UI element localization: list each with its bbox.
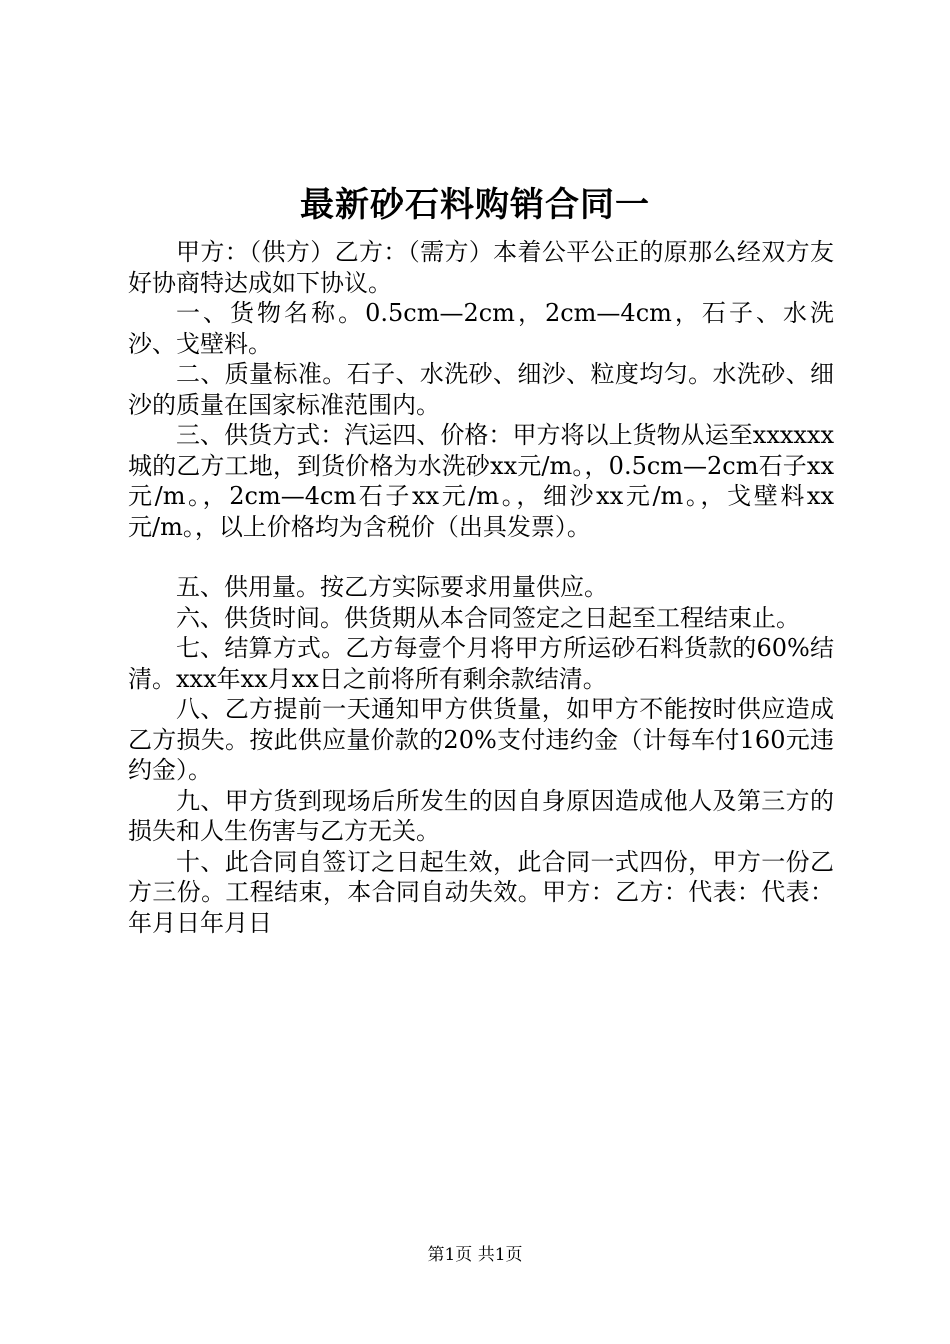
paragraph-quality-standard: 二、质量标准。石子、水洗砂、细沙、粒度均匀。水洗砂、细沙的质量在国家标准范围内。 bbox=[128, 360, 834, 419]
paragraph-liability: 九、甲方货到现场后所发生的因自身原因造成他人及第三方的损失和人生伤害与乙方无关。 bbox=[128, 786, 834, 845]
paragraph-effectiveness-signatures: 十、此合同自签订之日起生效，此合同一式四份，甲方一份乙方三份。工程结束，本合同自动失效。甲方：乙方：代表：代表：年月日年月日 bbox=[128, 847, 834, 937]
paragraph-supply-quantity: 五、供用量。按乙方实际要求用量供应。 bbox=[176, 573, 608, 601]
paragraph-penalty: 八、乙方提前一天通知甲方供货量，如甲方不能按时供应造成乙方损失。按此供应量价款的20%支付违约金（计每车付160元违约金）。 bbox=[128, 695, 834, 784]
paragraph-settlement: 七、结算方式。乙方每壹个月将甲方所运砂石料货款的60%结清。xxx年xx月xx日之前将所有剩余款结清。 bbox=[128, 634, 834, 693]
paragraph-supply-and-price: 三、供货方式：汽运四、价格：甲方将以上货物从运至xxxxxx城的乙方工地，到货价格为水洗砂xx元/m。，0.5cm—2cm石子xx元/m。，2cm—4cm石子xx元/m。，细沙xx元/m。，戈壁料xx元/m。，以上价格均为含税价（出具发票）。 bbox=[128, 421, 834, 541]
paragraph-goods-name: 一、货物名称。0.5cm—2cm，2cm—4cm，石子、水洗沙、戈壁料。 bbox=[128, 299, 834, 358]
paragraph-supply-time: 六、供货时间。供货期从本合同签定之日起至工程结束止。 bbox=[176, 603, 800, 632]
paragraph-parties: 甲方：（供方）乙方：（需方）本着公平公正的原那么经双方友好协商特达成如下协议。 bbox=[128, 238, 834, 297]
document-title: 最新砂石料购销合同一 bbox=[300, 185, 650, 225]
page-number-footer: 第1页 共1页 bbox=[427, 1245, 523, 1265]
contract-body bbox=[128, 237, 834, 938]
